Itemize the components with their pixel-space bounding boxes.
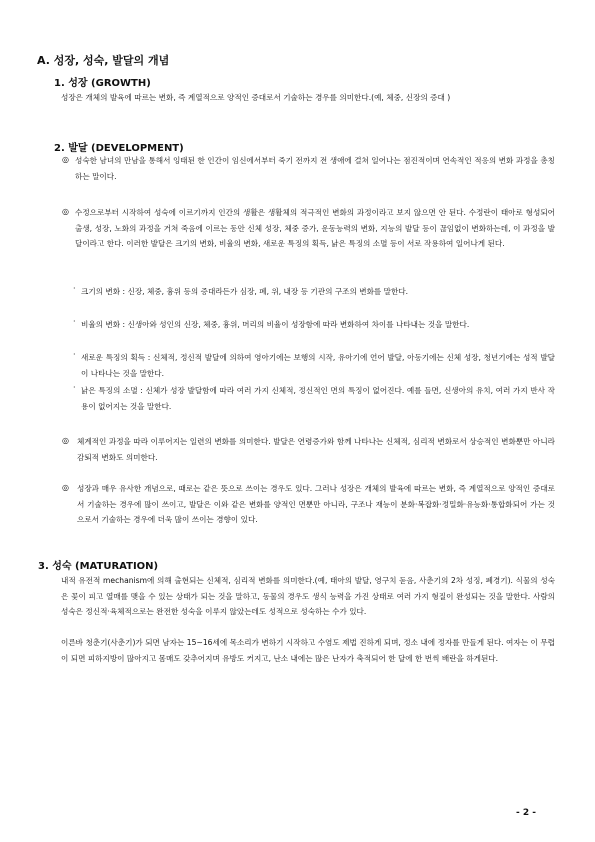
growth-text: 성장은 개체의 발육에 따르는 변화, 즉 계열적으로 양적인 증대로서 기술하는 경우를 의미한다.(예, 체중, 신장의 증대 ) (61, 93, 451, 102)
development-paragraph-1: 성숙한 남녀의 만남을 통해서 잉태된 한 인간이 임신에서부터 죽기 전까지 전 생애에 걸쳐 일어나는 점진적이며 연속적인 적응의 변화 과정을 총칭하는 말이다. (75, 156, 555, 181)
section-title: A. 성장, 성숙, 발달의 개념 (37, 54, 170, 67)
bullet-mark-icon: ◎ (62, 155, 69, 164)
growth-heading: 1. 성장 (GROWTH) (54, 78, 151, 89)
development-heading: 2. 발달 (DEVELOPMENT) (54, 143, 184, 154)
sub-bullet-icon: · (73, 284, 76, 293)
sub-item-new-traits: 새로운 특징의 획득 : 신체적, 정신적 발달에 의하여 영아기에는 보행의 시작, 유아기에 언어 발달, 아동기에는 신체 성장, 청년기에는 성적 발달이 나타나는 것을 말한다. (81, 353, 555, 378)
bullet-mark-icon: ◎ (62, 207, 69, 216)
page-number: - 2 - (516, 808, 536, 818)
maturation-paragraph-1: 내적 유전적 mechanism에 의해 출현되는 신체적, 심리적 변화를 의미한다.(예, 태아의 발달, 영구치 돋음, 사춘기의 2차 성징, 폐경기). 식물의 성숙은 꽃이 피고 열매를 맺을 수 있는 상태가 되는 것을 말하고, 동물의 경우도 생식 능력을 가진 상태로 여러 가지 형질이 완성되는 것을 말한다. 사람의 성숙은 정신적·육체적으로는 완전한 성숙을 이루지 않았는데도 성적으로 성숙하는 수가 있다. (61, 576, 555, 616)
bullet-mark-icon: ◎ (62, 436, 69, 445)
sub-bullet-icon: · (73, 317, 76, 326)
sub-item-size-change: 크기의 변화 : 신장, 체중, 흉위 등의 증대라든가 심장, 폐, 위, 내장 등 기관의 구조의 변화를 말한다. (81, 287, 409, 296)
sub-bullet-icon: · (73, 350, 76, 359)
sub-bullet-icon: · (73, 383, 76, 392)
development-paragraph-4: 성장과 매우 유사한 개념으로, 때로는 같은 뜻으로 쓰이는 경우도 있다. 그러나 성장은 개체의 발육에 따르는 변화, 즉 계열적으로 양적인 증대로서 기술하는 경우에 많이 쓰이고, 발달은 이와 같은 변화를 양적인 면뿐만 아니라, 구조나 재능이 분화·복잡화·정밀화·유능화·통합화되어 가는 것으로서 기술하는 경우에 더욱 많이 쓰이는 경향이 있다. (77, 484, 555, 524)
development-paragraph-3: 체계적인 과정을 따라 이루어지는 일련의 변화를 의미한다. 발달은 연령증가와 함께 나타나는 신체적, 심리적 변화로서 상승적인 변화뿐만 아니라 감퇴적 변화도 의미한다. (77, 437, 555, 462)
development-paragraph-2: 수정으로부터 시작하여 성숙에 이르기까지 인간의 생활은 생활체의 적극적인 변화의 과정이라고 보지 않으면 안 된다. 수정란이 태아로 형성되어 출생, 성장, 노화의 과정을 거쳐 죽음에 이르는 동안 신체 성장, 체중 증가, 운동능력의 변화, 지능의 발달 등이 끊임없이 변화하는데, 이 과정을 발달이라고 한다. 이러한 발달은 크기의 변화, 비율의 변화, 새로운 특징의 획득, 낡은 특징의 소멸 등이 서로 작용하여 일어나게 된다. (75, 208, 555, 248)
sub-item-old-traits: 낡은 특징의 소멸 : 신체가 성장 발달함에 따라 여러 가지 신체적, 정신적인 면의 특징이 없어진다. 예를 들면, 신생아의 유치, 여러 가지 반사 작용이 없어지는 것을 말한다. (81, 386, 555, 411)
maturation-heading: 3. 성숙 (MATURATION) (38, 561, 159, 572)
maturation-paragraph-2: 이른바 청춘기(사춘기)가 되면 남자는 15~16세에 목소리가 변하기 시작하고 수염도 제법 진하게 되며, 정소 내에 정자를 만들게 된다. 여자는 이 무렵이 되면 피하지방이 많아지고 몸매도 갖추어지며 유방도 커지고, 난소 내에는 많은 난자가 축적되어 한 달에 한 번씩 배란을 하게된다. (61, 638, 555, 663)
sub-item-ratio-change: 비율의 변화 : 신생아와 성인의 신장, 체중, 흉위, 머리의 비율이 성장함에 따라 변화하여 차이를 나타내는 것을 말한다. (81, 320, 470, 329)
bullet-mark-icon: ◎ (62, 483, 69, 492)
